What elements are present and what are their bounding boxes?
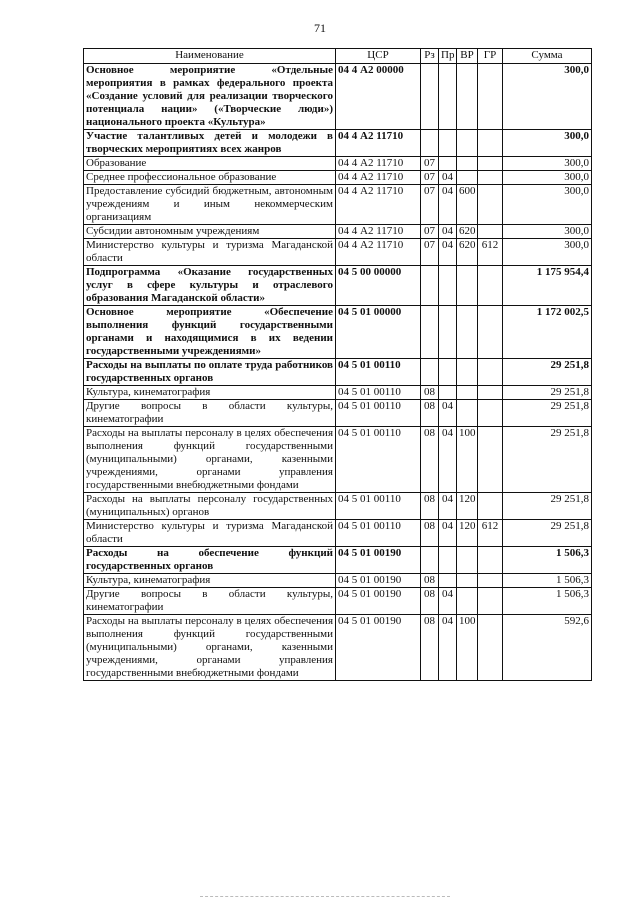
cell-gr <box>478 359 503 386</box>
cell-vr <box>457 130 478 157</box>
cell-vr <box>457 64 478 130</box>
table-row <box>84 400 592 427</box>
cell-pr: 04 <box>439 171 457 185</box>
cell-vr: 620 <box>457 225 478 239</box>
cell-csr: 04 5 01 00110 <box>336 359 421 386</box>
cell-csr: 04 5 00 00000 <box>336 266 421 306</box>
cell-sum: 592,6 <box>503 615 592 681</box>
cell-name: Министерство культуры и туризма Магаданской области <box>84 239 336 266</box>
table-row <box>84 225 592 239</box>
table-row <box>84 615 592 681</box>
cell-gr <box>478 157 503 171</box>
table-row <box>84 171 592 185</box>
cell-sum: 300,0 <box>503 239 592 266</box>
cell-vr <box>457 359 478 386</box>
cell-csr: 04 5 01 00110 <box>336 493 421 520</box>
table-row <box>84 64 592 130</box>
cell-vr <box>457 157 478 171</box>
cell-rz <box>421 130 439 157</box>
cell-pr: 04 <box>439 615 457 681</box>
cell-pr <box>439 574 457 588</box>
cell-rz: 08 <box>421 574 439 588</box>
cell-gr <box>478 266 503 306</box>
cell-gr <box>478 615 503 681</box>
cell-name: Расходы на обеспечение функций государственных органов <box>84 547 336 574</box>
cell-vr: 100 <box>457 615 478 681</box>
cell-sum: 300,0 <box>503 185 592 225</box>
cell-rz <box>421 64 439 130</box>
cell-name: Основное мероприятие «Отдельные мероприятия в рамках федерального проекта «Создание условий для реализации творческого потенциала нации» («Творческие люди») национального проекта «Культура» <box>84 64 336 130</box>
header-name: Наименование <box>84 49 336 64</box>
table-row <box>84 547 592 574</box>
cell-pr: 04 <box>439 239 457 266</box>
cell-vr <box>457 386 478 400</box>
cell-rz: 08 <box>421 427 439 493</box>
cell-gr <box>478 306 503 359</box>
cell-rz: 07 <box>421 171 439 185</box>
budget-table <box>83 48 592 681</box>
page-bottom-divider <box>200 896 450 897</box>
cell-rz: 07 <box>421 157 439 171</box>
cell-csr: 04 5 01 00110 <box>336 400 421 427</box>
cell-vr: 120 <box>457 493 478 520</box>
table-body <box>84 64 592 681</box>
cell-gr <box>478 400 503 427</box>
cell-sum: 1 175 954,4 <box>503 266 592 306</box>
header-pr: Пр <box>439 49 457 64</box>
table-row <box>84 493 592 520</box>
cell-csr: 04 5 01 00000 <box>336 306 421 359</box>
header-csr: ЦСР <box>336 49 421 64</box>
cell-rz: 07 <box>421 225 439 239</box>
cell-vr <box>457 547 478 574</box>
cell-name: Расходы на выплаты персоналу государственных (муниципальных) органов <box>84 493 336 520</box>
cell-csr: 04 4 А2 00000 <box>336 64 421 130</box>
cell-pr: 04 <box>439 400 457 427</box>
cell-csr: 04 5 01 00190 <box>336 574 421 588</box>
cell-csr: 04 4 А2 11710 <box>336 130 421 157</box>
cell-gr <box>478 493 503 520</box>
cell-vr <box>457 574 478 588</box>
table-row <box>84 427 592 493</box>
cell-sum: 29 251,8 <box>503 427 592 493</box>
cell-pr <box>439 386 457 400</box>
cell-pr: 04 <box>439 520 457 547</box>
cell-rz: 08 <box>421 588 439 615</box>
cell-vr: 600 <box>457 185 478 225</box>
table-row <box>84 574 592 588</box>
cell-rz: 08 <box>421 520 439 547</box>
cell-sum: 29 251,8 <box>503 400 592 427</box>
cell-gr <box>478 386 503 400</box>
header-rz: Рз <box>421 49 439 64</box>
cell-csr: 04 5 01 00110 <box>336 386 421 400</box>
cell-gr <box>478 130 503 157</box>
cell-vr <box>457 400 478 427</box>
cell-sum: 29 251,8 <box>503 520 592 547</box>
cell-gr <box>478 171 503 185</box>
cell-sum: 300,0 <box>503 64 592 130</box>
cell-gr <box>478 64 503 130</box>
cell-rz <box>421 306 439 359</box>
table-row <box>84 157 592 171</box>
cell-rz: 08 <box>421 615 439 681</box>
table-row <box>84 520 592 547</box>
cell-name: Основное мероприятие «Обеспечение выполнения функций государственными органами и находящимися в их ведении государственными учреждениями» <box>84 306 336 359</box>
cell-csr: 04 5 01 00190 <box>336 588 421 615</box>
cell-sum: 300,0 <box>503 171 592 185</box>
cell-pr: 04 <box>439 588 457 615</box>
cell-pr <box>439 130 457 157</box>
page-number: 71 <box>314 21 326 35</box>
cell-gr <box>478 588 503 615</box>
header-gr: ГР <box>478 49 503 64</box>
cell-csr: 04 4 А2 11710 <box>336 185 421 225</box>
cell-pr: 04 <box>439 225 457 239</box>
cell-csr: 04 4 А2 11710 <box>336 239 421 266</box>
cell-name: Субсидии автономным учреждениям <box>84 225 336 239</box>
cell-pr: 04 <box>439 427 457 493</box>
cell-vr <box>457 306 478 359</box>
cell-rz <box>421 359 439 386</box>
cell-rz: 07 <box>421 239 439 266</box>
cell-rz: 08 <box>421 400 439 427</box>
cell-name: Предоставление субсидий бюджетным, автономным учреждениям и иным некоммерческим организациям <box>84 185 336 225</box>
cell-vr <box>457 588 478 615</box>
cell-gr: 612 <box>478 520 503 547</box>
cell-name: Другие вопросы в области культуры, кинематографии <box>84 588 336 615</box>
cell-sum: 1 506,3 <box>503 588 592 615</box>
cell-sum: 300,0 <box>503 130 592 157</box>
table-row <box>84 306 592 359</box>
cell-name: Министерство культуры и туризма Магаданской области <box>84 520 336 547</box>
cell-name: Расходы на выплаты персоналу в целях обеспечения выполнения функций государственными (муниципальными) органами, казенными учреждениями, органами управления государственными внебюджетными фондами <box>84 615 336 681</box>
cell-gr <box>478 225 503 239</box>
cell-csr: 04 5 01 00110 <box>336 520 421 547</box>
cell-sum: 29 251,8 <box>503 359 592 386</box>
cell-vr: 120 <box>457 520 478 547</box>
cell-vr: 100 <box>457 427 478 493</box>
cell-name: Образование <box>84 157 336 171</box>
table-header-row <box>84 49 592 64</box>
cell-pr <box>439 64 457 130</box>
cell-name: Участие талантливых детей и молодежи в творческих мероприятиях всех жанров <box>84 130 336 157</box>
cell-name: Расходы на выплаты по оплате труда работников государственных органов <box>84 359 336 386</box>
header-vr: ВР <box>457 49 478 64</box>
cell-csr: 04 4 А2 11710 <box>336 171 421 185</box>
table-row <box>84 185 592 225</box>
cell-sum: 300,0 <box>503 157 592 171</box>
table-row <box>84 386 592 400</box>
cell-rz: 07 <box>421 185 439 225</box>
cell-name: Другие вопросы в области культуры, кинематографии <box>84 400 336 427</box>
table-row <box>84 266 592 306</box>
cell-gr <box>478 574 503 588</box>
cell-name: Культура, кинематография <box>84 386 336 400</box>
cell-pr <box>439 266 457 306</box>
cell-vr: 620 <box>457 239 478 266</box>
table-row <box>84 130 592 157</box>
cell-csr: 04 4 А2 11710 <box>336 225 421 239</box>
cell-csr: 04 5 01 00190 <box>336 615 421 681</box>
table-row <box>84 359 592 386</box>
cell-vr <box>457 171 478 185</box>
cell-rz: 08 <box>421 493 439 520</box>
cell-rz <box>421 266 439 306</box>
cell-sum: 1 506,3 <box>503 547 592 574</box>
cell-rz: 08 <box>421 386 439 400</box>
table-row <box>84 239 592 266</box>
cell-pr <box>439 359 457 386</box>
header-sum: Сумма <box>503 49 592 64</box>
cell-gr <box>478 185 503 225</box>
cell-gr: 612 <box>478 239 503 266</box>
cell-csr: 04 5 01 00110 <box>336 427 421 493</box>
cell-pr: 04 <box>439 185 457 225</box>
cell-sum: 29 251,8 <box>503 493 592 520</box>
cell-sum: 1 506,3 <box>503 574 592 588</box>
cell-name: Расходы на выплаты персоналу в целях обеспечения выполнения функций государственными (муниципальными) органами, казенными учреждениями, органами управления государственными внебюджетными фондами <box>84 427 336 493</box>
cell-pr <box>439 306 457 359</box>
cell-gr <box>478 547 503 574</box>
cell-pr <box>439 547 457 574</box>
cell-sum: 29 251,8 <box>503 386 592 400</box>
cell-pr: 04 <box>439 493 457 520</box>
cell-name: Подпрограмма «Оказание государственных услуг в сфере культуры и отраслевого образования Магаданской области» <box>84 266 336 306</box>
cell-sum: 300,0 <box>503 225 592 239</box>
cell-pr <box>439 157 457 171</box>
cell-gr <box>478 427 503 493</box>
cell-csr: 04 4 А2 11710 <box>336 157 421 171</box>
cell-vr <box>457 266 478 306</box>
table-row <box>84 588 592 615</box>
cell-rz <box>421 547 439 574</box>
cell-sum: 1 172 002,5 <box>503 306 592 359</box>
cell-name: Среднее профессиональное образование <box>84 171 336 185</box>
cell-csr: 04 5 01 00190 <box>336 547 421 574</box>
cell-name: Культура, кинематография <box>84 574 336 588</box>
